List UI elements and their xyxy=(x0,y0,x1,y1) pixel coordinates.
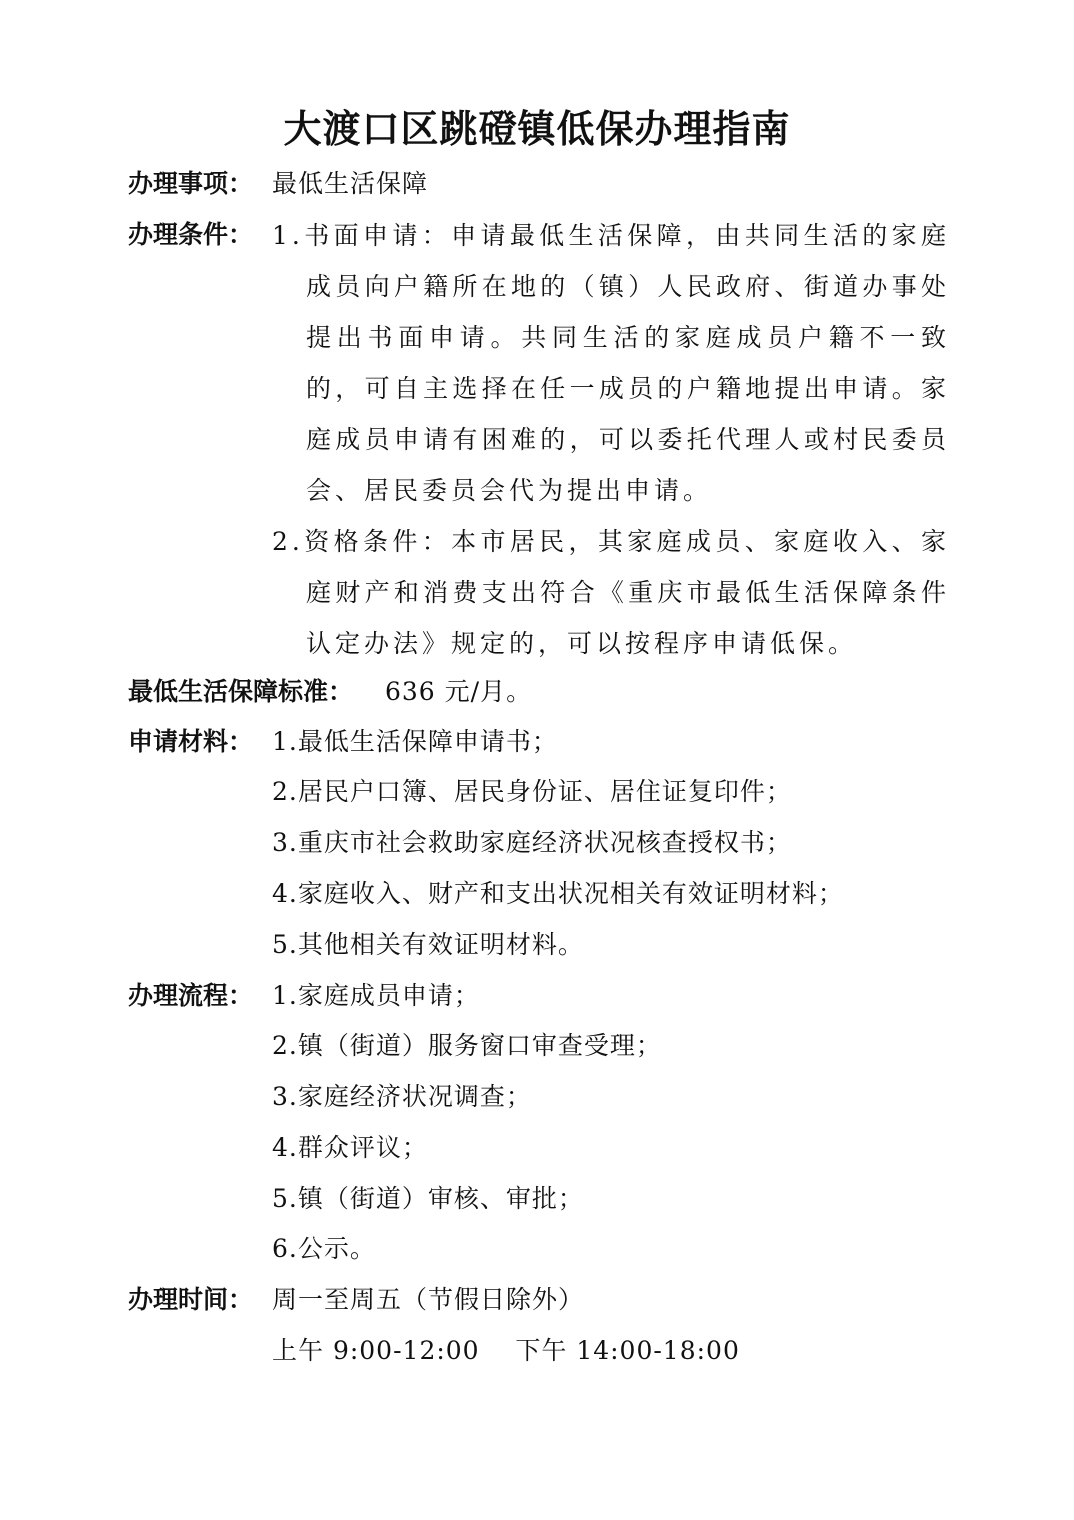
process-step: 3.家庭经济状况调查； xyxy=(272,1082,532,1111)
process-label: 办理流程： xyxy=(128,981,254,1010)
conditions-label: 办理条件： xyxy=(128,220,254,249)
material-item: 5.其他相关有效证明材料。 xyxy=(272,930,584,959)
process-step: 4.群众评议； xyxy=(272,1133,428,1162)
item-value: 最低生活保障 xyxy=(272,169,429,198)
process-step: 5.镇（街道）审核、审批； xyxy=(272,1184,584,1213)
process-step: 2.镇（街道）服务窗口审查受理； xyxy=(272,1031,662,1060)
condition-item: 2.资格条件：本市居民，其家庭成员、家庭收入、家庭财产和消费支出符合《重庆市最低生活保障条件认定办法》规定的，可以按程序申请低保。 xyxy=(272,527,950,658)
materials-label: 申请材料： xyxy=(128,727,254,756)
material-item: 3.重庆市社会救助家庭经济状况核查授权书； xyxy=(272,828,792,857)
document-title: 大渡口区跳磴镇低保办理指南 xyxy=(283,107,791,151)
material-item: 4.家庭收入、财产和支出状况相关有效证明材料； xyxy=(272,879,844,908)
hours-label: 办理时间： xyxy=(128,1285,254,1314)
material-item: 2.居民户口簿、居民身份证、居住证复印件； xyxy=(272,777,792,806)
process-step: 6.公示。 xyxy=(272,1234,376,1263)
condition-item: 1.书面申请：申请最低生活保障，由共同生活的家庭成员向户籍所在地的（镇）人民政府、街道办事处提出书面申请。共同生活的家庭成员户籍不一致的，可自主选择在任一成员的户籍地提出申请。家庭成员申请有困难的，可以委托代理人或村民委员会、居民委员会代为提出申请。 xyxy=(272,221,950,505)
hours-days: 周一至周五（节假日除外） xyxy=(272,1285,585,1314)
item-label: 办理事项： xyxy=(128,169,254,198)
hours-times: 上午 9:00-12:00 下午 14:00-18:00 xyxy=(272,1336,740,1365)
process-step: 1.家庭成员申请； xyxy=(272,981,480,1010)
material-item: 1.最低生活保障申请书； xyxy=(272,727,558,756)
standard-label: 最低生活保障标准： xyxy=(128,677,354,706)
standard-value: 636 元/月。 xyxy=(385,677,533,706)
